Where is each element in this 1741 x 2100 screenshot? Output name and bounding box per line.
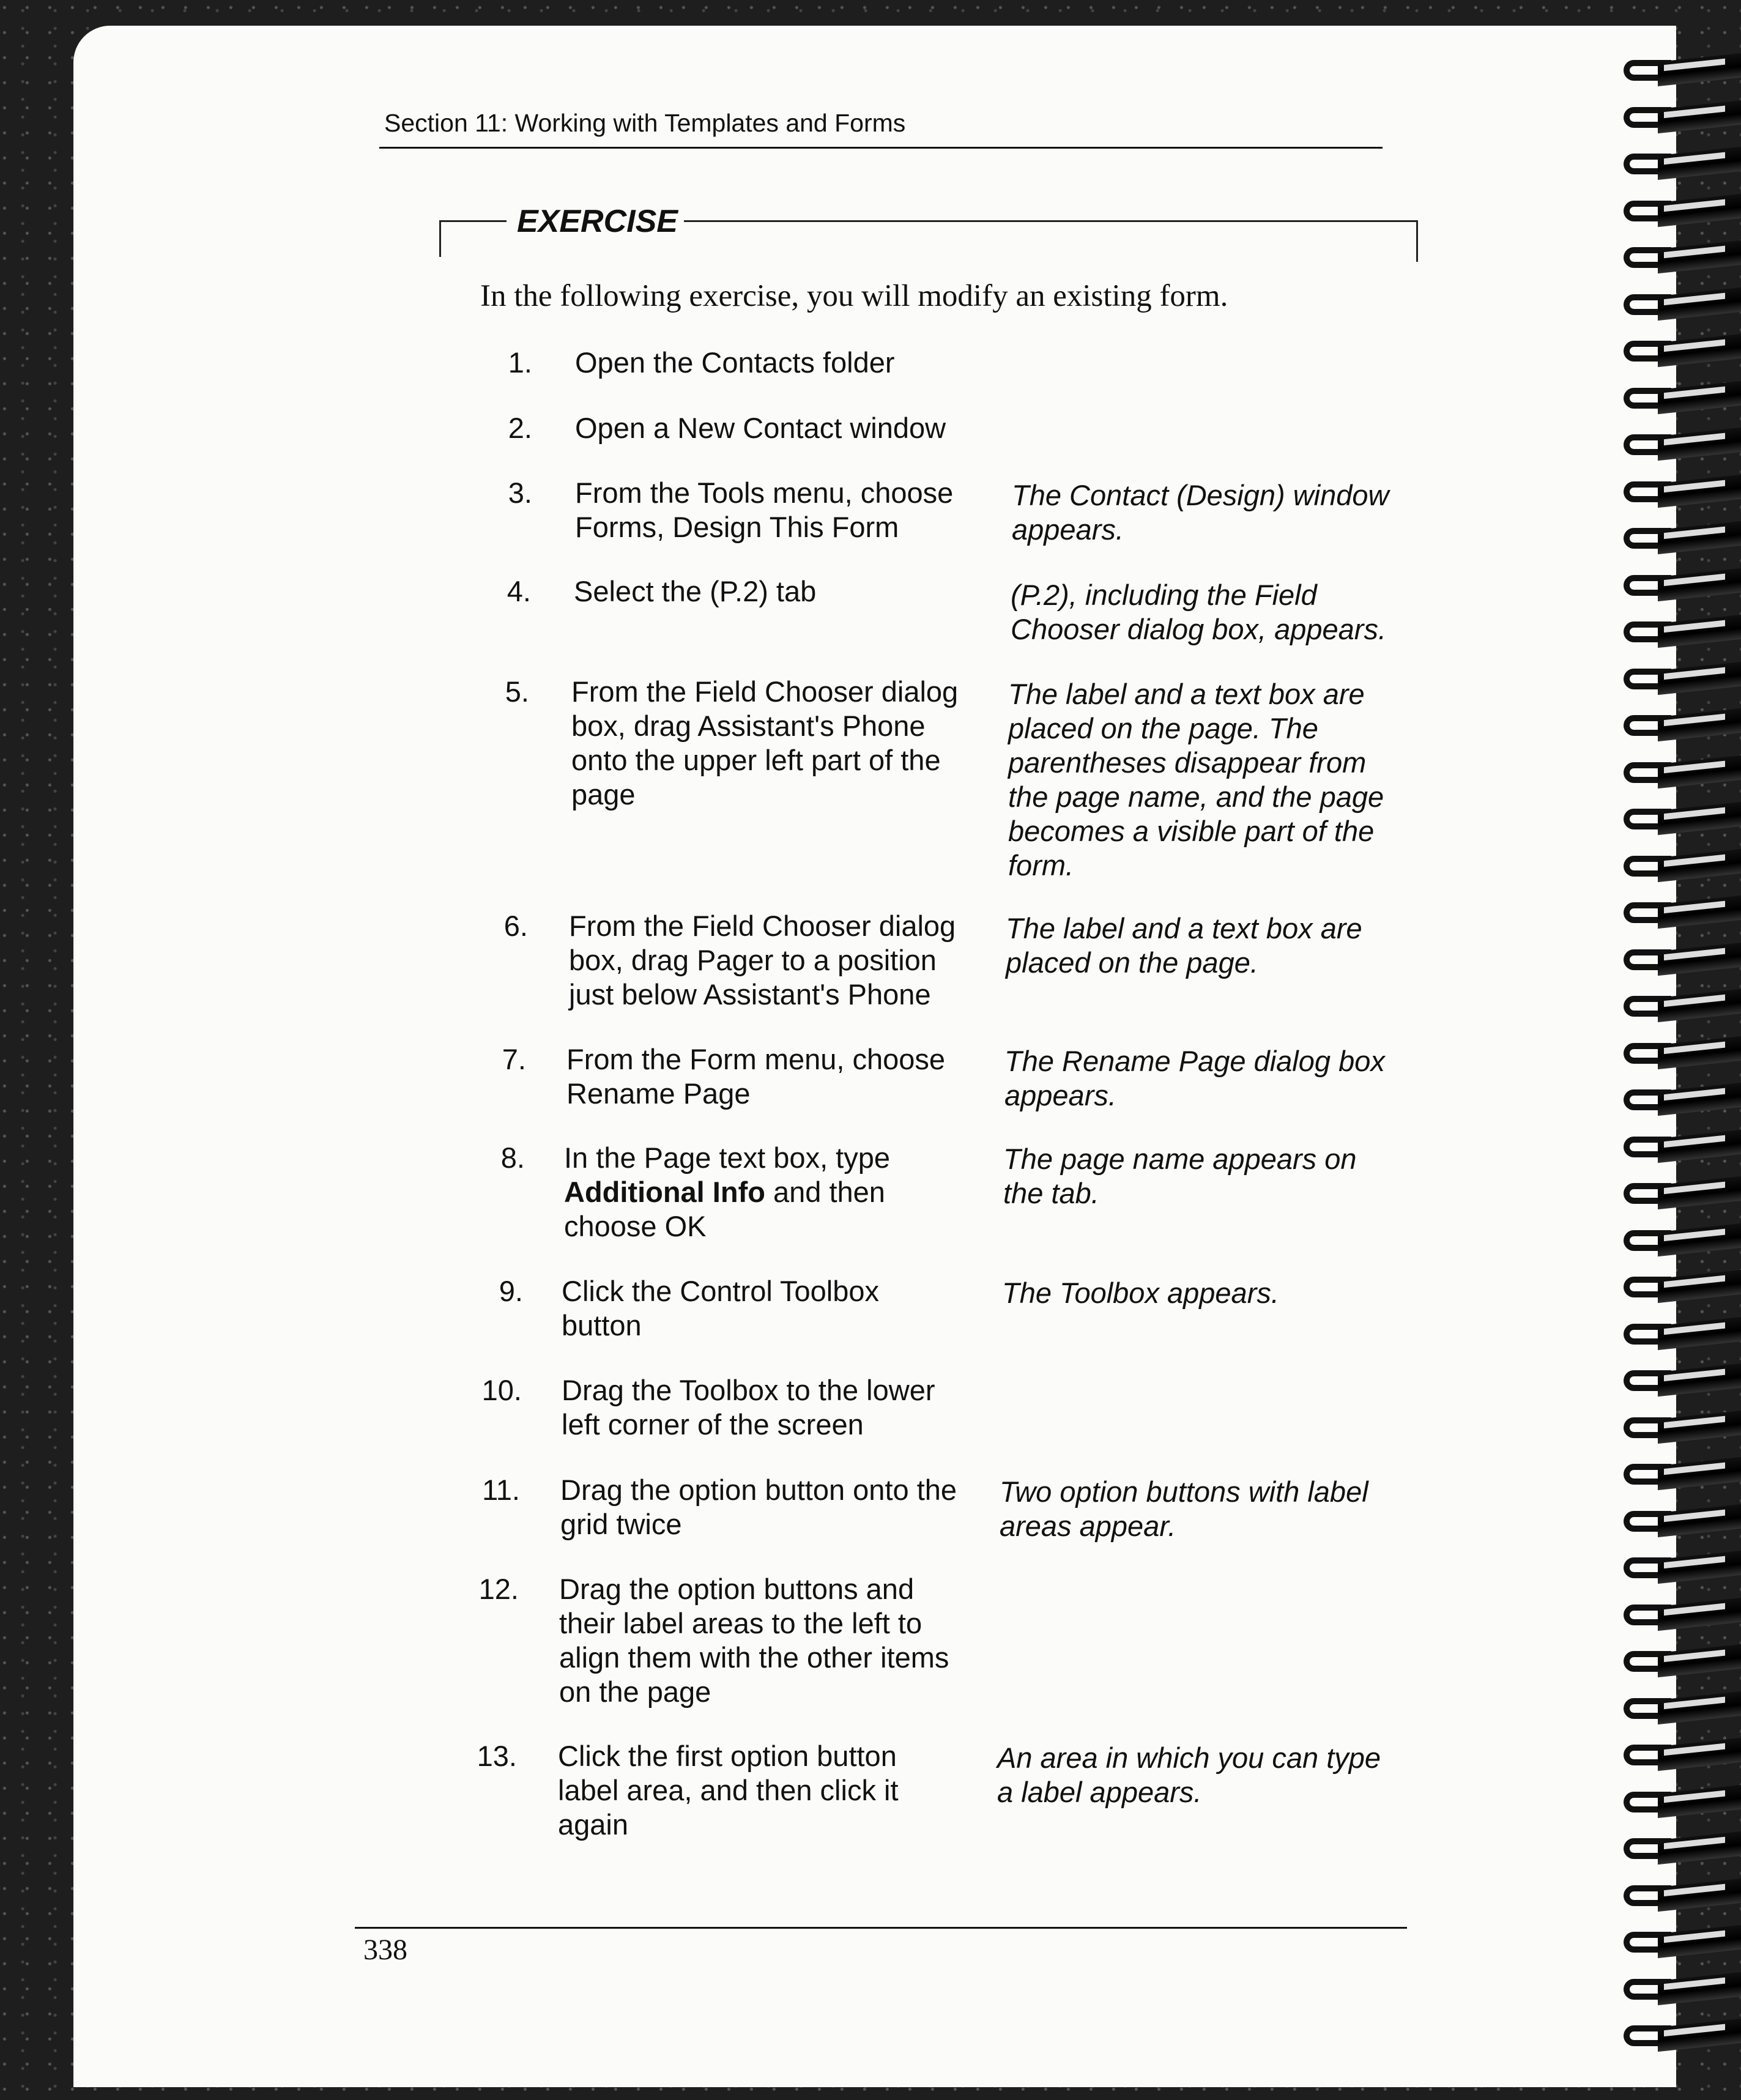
step-text: In the Page text box, type Additional Info and then choose OK [564,1141,891,1242]
step-number: 9. [499,1275,523,1307]
binding-ring [1615,1319,1741,1352]
binding-ring [1615,336,1741,369]
step-text: From the Field Chooser dialog box, drag Assistant's Phone onto the upper left part of the page [571,675,959,811]
binding-ring [1615,1600,1741,1633]
binding-ring [1615,1038,1741,1071]
step-text: Click the first option button label area, and then click it again [558,1740,899,1841]
binding-ring [1615,102,1741,135]
exercise-frame-left-tick [439,220,441,257]
step-number: 8. [500,1141,525,1174]
binding-ring [1615,429,1741,462]
binding-ring [1615,1880,1741,1913]
binding-ring [1615,804,1741,837]
binding-ring [1615,289,1741,322]
step-number: 13. [477,1740,517,1772]
step-result: The Toolbox appears. [1002,1277,1279,1309]
page-number: 338 [363,1934,407,1966]
binding-ring [1615,991,1741,1024]
step-text: Drag the Toolbox to the lower left corner of the screen [562,1374,935,1441]
binding-ring [1615,1459,1741,1492]
step-number: 4. [507,575,531,607]
step-text: From the Tools menu, choose Forms, Design This Form [575,477,954,543]
step-result: The label and a text box are placed on the page. The parentheses disappear from the page name, and the page becomes a visible part of the form. [1008,678,1384,881]
step-text: Open the Contacts folder [575,346,895,379]
binding-ring [1615,1740,1741,1773]
binding-ring [1615,897,1741,930]
exercise-frame-right [684,220,1418,222]
binding-ring [1615,1412,1741,1445]
binding-ring [1615,1693,1741,1726]
step-text: Select the (P.2) tab [574,575,817,607]
binding-ring [1615,1365,1741,1398]
step-number: 6. [503,910,528,942]
binding-ring [1615,757,1741,790]
binding-ring [1615,1225,1741,1258]
binding-ring [1615,617,1741,650]
footer-rule [355,1927,1407,1929]
step-text: From the Form menu, choose Rename Page [566,1043,946,1110]
section-header: Section 11: Working with Templates and Forms [384,109,906,137]
bold-keyword: Additional Info [564,1176,765,1208]
binding-ring [1615,149,1741,182]
header-rule [379,147,1383,149]
step-text: Click the Control Toolbox button [562,1275,879,1341]
exercise-title: EXERCISE [517,204,678,239]
binding-ring [1615,1787,1741,1820]
step-number: 1. [508,346,532,379]
step-number: 12. [478,1573,519,1605]
step-number: 7. [502,1043,526,1075]
step-result: (P.2), including the Field Chooser dialog box, appears. [1011,579,1387,645]
binding-ring [1615,383,1741,416]
step-result: The Rename Page dialog box appears. [1004,1045,1385,1111]
exercise-frame-right-tick [1416,220,1418,262]
binding-ring [1615,1833,1741,1866]
step-result: The label and a text box are placed on the page. [1006,912,1362,979]
binding-ring [1615,55,1741,88]
step-result: Two option buttons with label areas appear. [1000,1475,1368,1542]
binding-ring [1615,944,1741,978]
binding-ring [1615,1132,1741,1165]
binding-ring [1615,851,1741,884]
binding-ring [1615,570,1741,603]
step-text: Open a New Contact window [575,412,946,444]
binding-ring [1615,242,1741,275]
binding-ring [1615,477,1741,510]
binding-ring [1615,710,1741,743]
step-text: From the Field Chooser dialog box, drag Pager to a position just below Assistant's Phone [569,910,956,1011]
step-number: 11. [482,1474,520,1506]
step-number: 2. [508,412,532,444]
step-text: Drag the option button onto the grid twice [560,1474,957,1540]
exercise-intro: In the following exercise, you will modify an existing form. [480,279,1228,313]
spiral-binding [1615,55,1741,2074]
binding-ring [1615,1178,1741,1211]
step-result: The page name appears on the tab. [1003,1143,1357,1209]
binding-ring [1615,1927,1741,1960]
step-number: 5. [505,675,529,708]
exercise-frame-left [439,220,507,222]
step-text: Drag the option buttons and their label areas to the left to align them with the other items on the page [559,1573,949,1708]
binding-ring [1615,196,1741,229]
binding-ring [1615,1085,1741,1118]
binding-ring [1615,1272,1741,1305]
step-number: 3. [508,477,532,509]
binding-ring [1615,664,1741,697]
binding-ring [1615,523,1741,556]
step-result: The Contact (Design) window appears. [1012,479,1389,546]
step-number: 10. [481,1374,522,1406]
binding-ring [1615,1646,1741,1679]
binding-ring [1615,1974,1741,2007]
binding-ring [1615,1506,1741,1539]
binding-ring [1615,1553,1741,1586]
step-result: An area in which you can type a label appears. [997,1742,1381,1808]
binding-ring [1615,2020,1741,2054]
